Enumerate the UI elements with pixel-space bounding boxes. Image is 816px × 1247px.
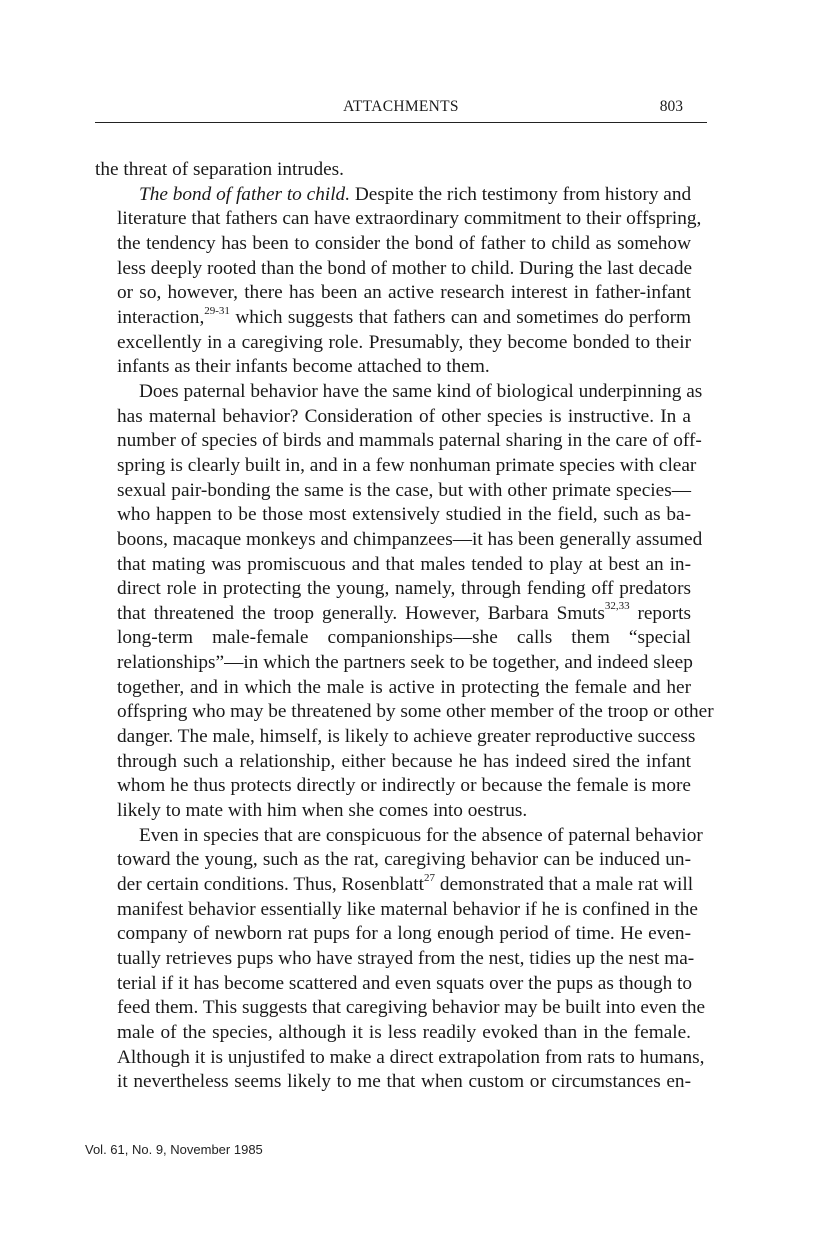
text-line: danger. The male, himself, is likely to achieve greater reproductive success [117, 726, 696, 748]
text-line: interaction,$^{29-31}$ which suggests that fathers can and sometimes do perform [117, 304, 691, 328]
text-line: male of the species, although it is less readily evoked than in the female. [117, 1021, 691, 1043]
text-line: toward the young, such as the rat, caregiving behavior can be induced un- [117, 849, 691, 871]
text-line: manifest behavior essentially like maternal behavior if he is confined in the [117, 898, 698, 920]
paragraph-4 [95, 824, 706, 1095]
text-line: Although it is unjustifed to make a direct extrapolation from rats to humans, [117, 1046, 705, 1068]
citation-superscript: 27 [424, 871, 436, 884]
text-line: terial if it has become scattered and even squats over the pups as though to [117, 972, 693, 994]
text-line: the threat of separation intrudes. [95, 159, 344, 180]
article-body [95, 158, 714, 1095]
text-line: number of species of birds and mammals paternal sharing in the care of off- [117, 430, 702, 452]
text-line: less deeply rooted than the bond of mother to child. During the last decade [117, 257, 693, 279]
text-line: who happen to be those most extensively studied in the field, such as ba- [117, 504, 691, 526]
text-line: the tendency has been to consider the bond of father to child as somehow [117, 232, 691, 254]
citation-superscript: 29-31 [204, 304, 230, 317]
text-line: that mating was promiscuous and that males tended to play at best an in- [117, 553, 691, 575]
text-line: together, and in which the male is active in protecting the female and her [117, 676, 691, 698]
text-line: der certain conditions. Thus, Rosenblatt$^{27}$ demonstrated that a male rat will [117, 871, 694, 896]
text-line: feed them. This suggests that caregiving behavior may be built into even the [117, 997, 706, 1019]
text-line: literature that fathers can have extraordinary commitment to their offspring, [117, 208, 702, 230]
text-line: spring is clearly built in, and in a few nonhuman primate species with clear [117, 454, 697, 476]
paragraph-1 [95, 158, 691, 183]
text-line: excellently in a caregiving role. Presumably, they become bonded to their [117, 331, 691, 353]
text-line: boons, macaque monkeys and chimpanzees—it has been generally assumed [117, 528, 703, 550]
section-heading: The bond of father to child. [139, 183, 351, 205]
text-line: has maternal behavior? Consideration of other species is instructive. In a [117, 405, 691, 427]
text-line: likely to mate with him when she comes into oestrus. [117, 800, 528, 822]
text-line: Does paternal behavior have the same kind of biological underpinning as [139, 380, 703, 402]
paragraph-3 [95, 380, 714, 824]
text-line: or so, however, there has been an active research interest in father-infant [117, 282, 691, 304]
text-line: sexual pair-bonding the same is the case, but with other primate species— [117, 479, 691, 501]
text-line: it nevertheless seems likely to me that when custom or circumstances en- [117, 1071, 691, 1093]
text-line: offspring who may be threatened by some other member of the troop or other [117, 701, 714, 723]
journal-footer: Vol. 61, No. 9, November 1985 [85, 1142, 263, 1157]
running-header [95, 98, 707, 123]
text-line: infants as their infants become attached to them. [117, 356, 490, 378]
text-line: direct role in protecting the young, namely, through fending off predators [117, 578, 691, 600]
text-line: The bond of father to child. Despite the rich testimony from history and [139, 183, 692, 205]
citation-superscript: 32,33 [604, 600, 630, 613]
text-line: long-term male-female companionships—she calls them “special [117, 627, 691, 649]
paragraph-2 [95, 183, 702, 380]
page-number: 803 [659, 98, 683, 115]
text-line: whom he thus protects directly or indirectly or because the female is more [117, 775, 691, 797]
text-line: relationships”—in which the partners seek to be together, and indeed sleep [117, 652, 693, 674]
running-title: ATTACHMENTS [343, 98, 459, 115]
text-line: through such a relationship, either because he has indeed sired the infant [117, 750, 691, 772]
text-line: Even in species that are conspicuous for the absence of paternal behavior [139, 824, 703, 846]
text-line: tually retrieves pups who have strayed from the nest, tidies up the nest ma- [117, 948, 695, 969]
text-line: that threatened the troop generally. However, Barbara Smuts$^{32,33}$ reports [117, 600, 691, 624]
text-line: company of newborn rat pups for a long enough period of time. He even- [117, 923, 691, 945]
